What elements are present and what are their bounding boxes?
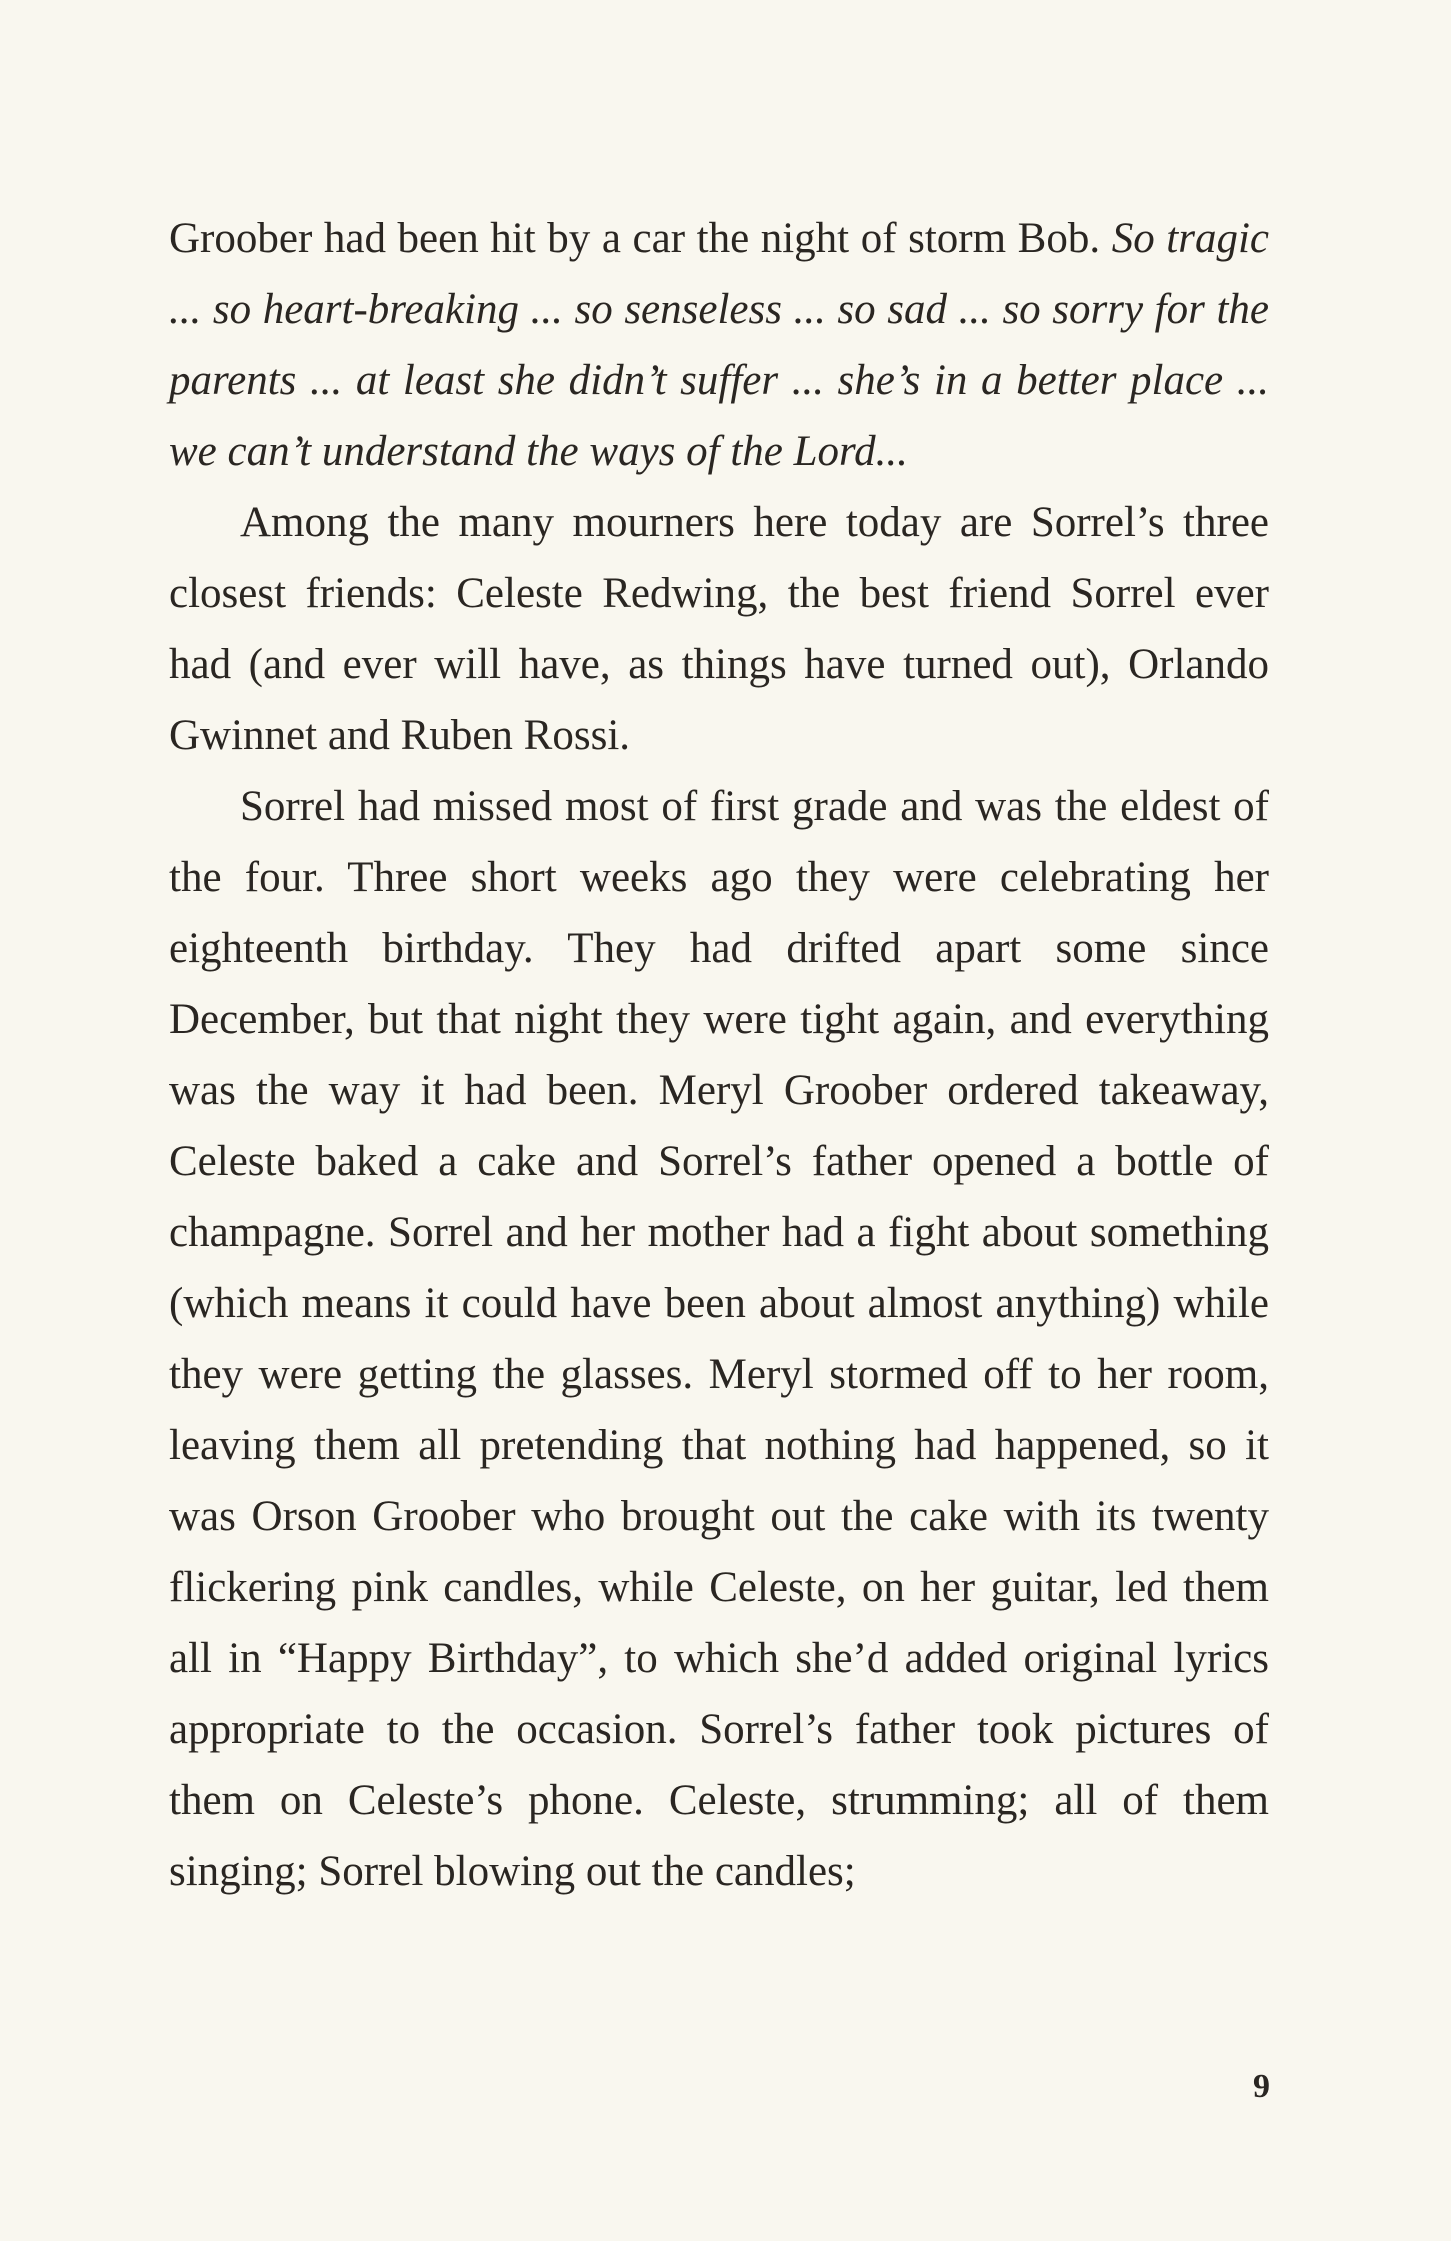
page-number: 9 [1253, 2068, 1270, 2105]
paragraph-3: Sorrel had missed most of first grade and was the eldest of the four. Three short weeks ago they were celebrating her eighteenth birthday. They had drifted apart some since December, but that night they were tight again, and everything was the way it had been. Meryl Groober ordered takeaway, Celeste baked a cake and Sorrel’s father opened a bottle of champagne. Sorrel and her mother had a fight about something (which means it could have been about almost anything) while they were getting the glasses. Meryl stormed off to her room, leaving them all pretending that nothing had happened, so it was Orson Groober who brought out the cake with its twenty flickering pink candles, while Celeste, on her guitar, led them all in “Happy Birthday”, to which she’d added original lyrics appropriate to the occasion. Sorrel’s father took pictures of them on Celeste’s phone. Celeste, strumming; all of them singing; Sorrel blowing out the candles; [169, 783, 1269, 1895]
paragraph-1-lead: Groober had been hit by a car the night of storm Bob. [169, 215, 1112, 262]
paragraph-1-italic: So tragic ... so heart-breaking ... so senseless ... so sad ... so sorry for the parents ... at least she didn’t suffer ... she’s in a better place ... we can’t understand the ways of the Lord... [169, 215, 1269, 475]
paragraph-1 [169, 203, 1269, 487]
paragraph-2: Among the many mourners here today are Sorrel’s three closest friends: Celeste Redwing, the best friend Sorrel ever had (and ever will have, as things have turned out), Orlando Gwinnet and Ruben Rossi. [169, 499, 1269, 759]
body-text [169, 203, 1269, 1907]
